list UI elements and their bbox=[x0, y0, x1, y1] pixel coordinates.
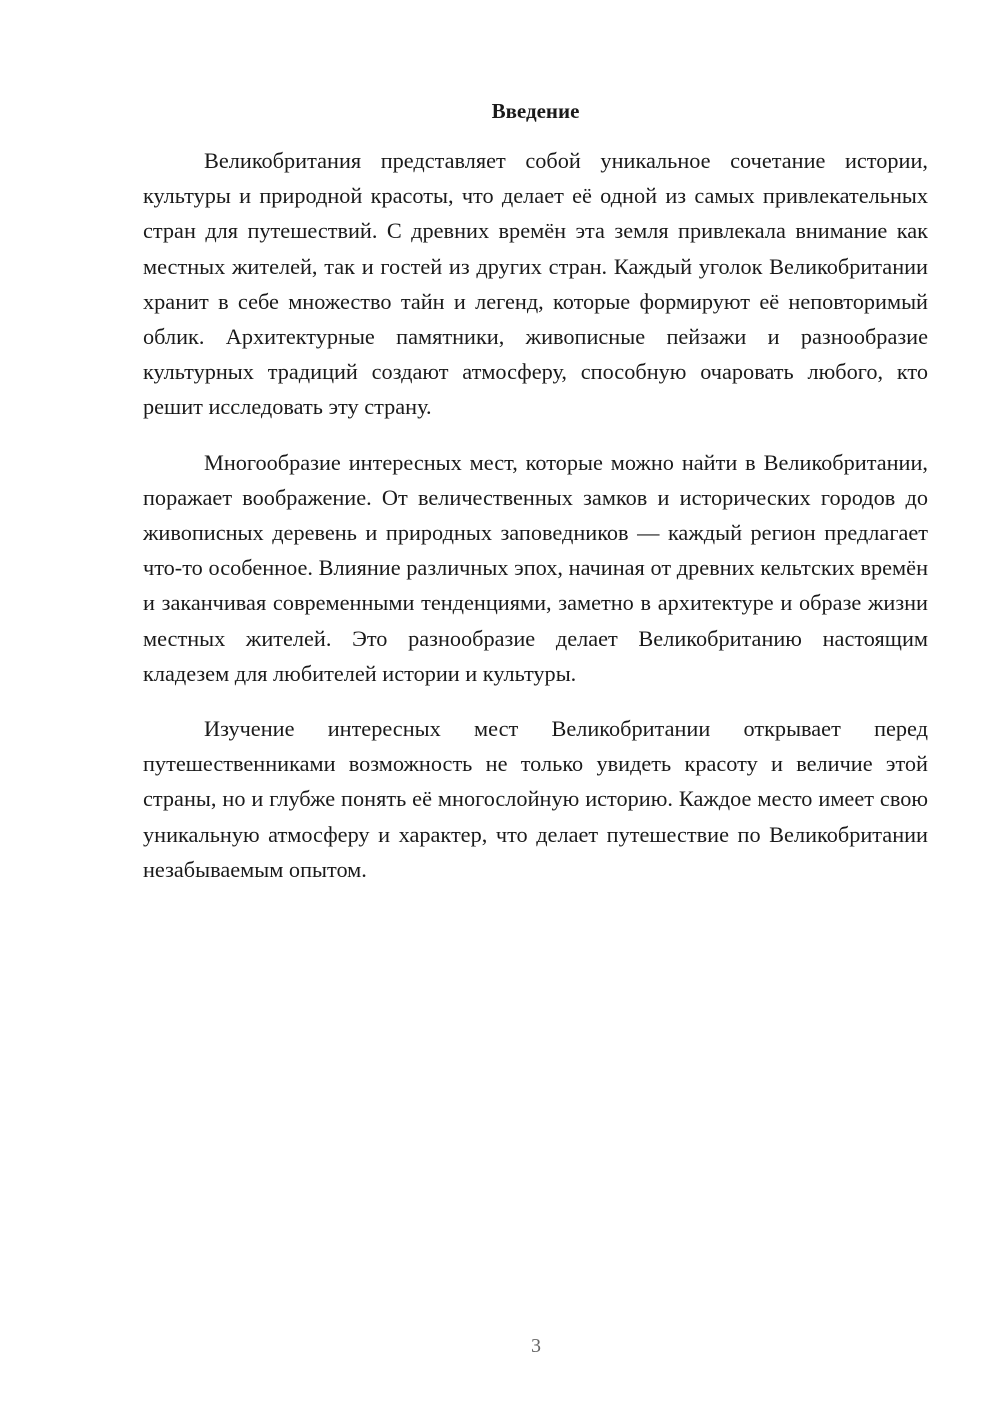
paragraph-study: Изучение интересных мест Великобритании открывает перед путешественниками возможность не только увидеть красоту и величие этой страны, но и глубже понять её многослойную историю. Каждое место имеет свою уникальную атмосферу и характер, что делает путешествие по Великобритании незабываемым опытом. bbox=[143, 716, 928, 882]
body-text bbox=[143, 143, 928, 907]
page-number: 3 bbox=[531, 1335, 541, 1357]
paragraph-intro: Великобритания представляет собой уникальное сочетание истории, культуры и природной красоты, что делает её одной из самых привлекательных стран для путешествий. С древних времён эта земля привлекала внимание как местных жителей, так и гостей из других стран. Каждый уголок Великобритании хранит в себе множество тайн и легенд, которые формируют её неповторимый облик. Архитектурные памятники, живописные пейзажи и разнообразие культурных традиций создают атмосферу, способную очаровать любого, кто решит исследовать эту страну. bbox=[143, 148, 928, 420]
section-heading: Введение bbox=[491, 99, 580, 123]
paragraph-places: Многообразие интересных мест, которые можно найти в Великобритании, поражает воображение. От величественных замков и исторических городов до живописных деревень и природных заповедников — каждый регион предлагает что-то особенное. Влияние различных эпох, начиная от древних кельтских времён и заканчивая современными тенденциями, заметно в архитектуре и образе жизни местных жителей. Это разнообразие делает Великобританию настоящим кладезем для любителей истории и культуры. bbox=[143, 449, 928, 686]
